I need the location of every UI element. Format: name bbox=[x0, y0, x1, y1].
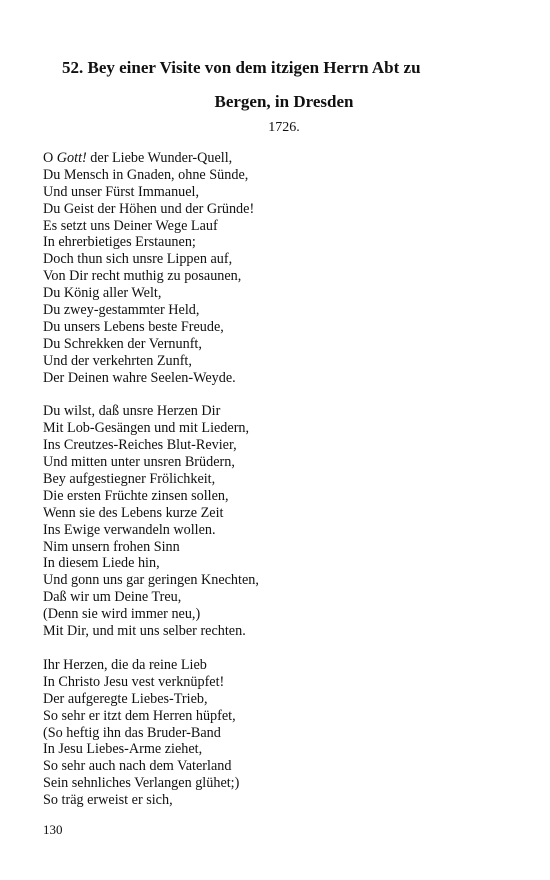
poem-line: Du wilst, daß unsre Herzen Dir bbox=[43, 403, 221, 420]
poem-line: Doch thun sich unsre Lippen auf, bbox=[43, 251, 233, 268]
poem-line: In Jesu Liebes-Arme ziehet, bbox=[43, 741, 203, 758]
poem-line: (Denn sie wird immer neu,) bbox=[43, 606, 201, 623]
poem-line: Wenn sie des Lebens kurze Zeit bbox=[43, 504, 224, 521]
poem-line: Ihr Herzen, die da reine Lieb bbox=[43, 656, 207, 673]
poem-line: Der aufgeregte Liebes-Trieb, bbox=[43, 690, 208, 707]
poem-line: Nim unsern frohen Sinn bbox=[43, 538, 180, 555]
poem-line: Daß wir um Deine Treu, bbox=[43, 589, 182, 606]
poem-title-line-1: 52. Bey einer Visite von dem itzigen Herrn Abt zu bbox=[62, 58, 421, 77]
poem-line: Und mitten unter unsren Brüdern, bbox=[43, 454, 235, 471]
poem-line: In Christo Jesu vest verknüpfet! bbox=[43, 673, 225, 690]
poem-line: Du Schrekken der Vernunft, bbox=[43, 335, 202, 352]
poem-line: Ins Ewige verwandeln wollen. bbox=[43, 521, 216, 538]
poem-line: (So heftig ihn das Bruder-Band bbox=[43, 724, 221, 741]
poem-line: Von Dir recht muthig zu posaunen, bbox=[43, 268, 242, 285]
poem-body bbox=[43, 150, 513, 826]
poem-line: Du Mensch in Gnaden, ohne Sünde, bbox=[43, 166, 249, 183]
poem-line: Und unser Fürst Immanuel, bbox=[43, 183, 200, 200]
poem-line: Du zwey-gestammter Held, bbox=[43, 302, 200, 319]
emphasized-word: Gott! bbox=[56, 150, 87, 166]
poem-line bbox=[43, 150, 513, 167]
stanza-3 bbox=[43, 657, 513, 809]
poem-line: Bey aufgestiegner Frölichkeit, bbox=[43, 471, 216, 488]
poem-line: Mit Lob-Gesängen und mit Liedern, bbox=[43, 420, 250, 437]
stanza-2 bbox=[43, 403, 513, 639]
stanza-1 bbox=[43, 150, 513, 386]
poem-line: So sehr er itzt dem Herren hüpfet, bbox=[43, 707, 236, 724]
poem-line: In diesem Liede hin, bbox=[43, 555, 160, 572]
poem-year: 1726. bbox=[268, 120, 300, 135]
poem-title-line-2: Bergen, in Dresden bbox=[214, 92, 354, 111]
poem-line: Du Geist der Höhen und der Gründe! bbox=[43, 200, 255, 217]
page-number: 130 bbox=[43, 822, 63, 837]
poem-line: Und gonn uns gar geringen Knechten, bbox=[43, 572, 259, 589]
poem-line: Du unsers Lebens beste Freude, bbox=[43, 318, 224, 335]
poem-line: So träg erweist er sich, bbox=[43, 792, 173, 809]
poem-line: Ins Creutzes-Reiches Blut-Revier, bbox=[43, 437, 237, 454]
poem-line: Der Deinen wahre Seelen-Weyde. bbox=[43, 369, 236, 386]
poem-line: Die ersten Früchte zinsen sollen, bbox=[43, 487, 229, 504]
poem-line: Sein sehnliches Verlangen glühet;) bbox=[43, 775, 240, 792]
line-prefix: O bbox=[43, 150, 57, 166]
line-rest: der Liebe Wunder-Quell, bbox=[86, 150, 233, 166]
poem-line: So sehr auch nach dem Vaterland bbox=[43, 758, 232, 775]
poem-line: Es setzt uns Deiner Wege Lauf bbox=[43, 217, 218, 234]
poem-line: Mit Dir, und mit uns selber rechten. bbox=[43, 623, 246, 640]
poem-line: In ehrerbietiges Erstaunen; bbox=[43, 234, 196, 251]
poem-line: Du König aller Welt, bbox=[43, 285, 162, 302]
poem-line: Und der verkehrten Zunft, bbox=[43, 352, 192, 369]
